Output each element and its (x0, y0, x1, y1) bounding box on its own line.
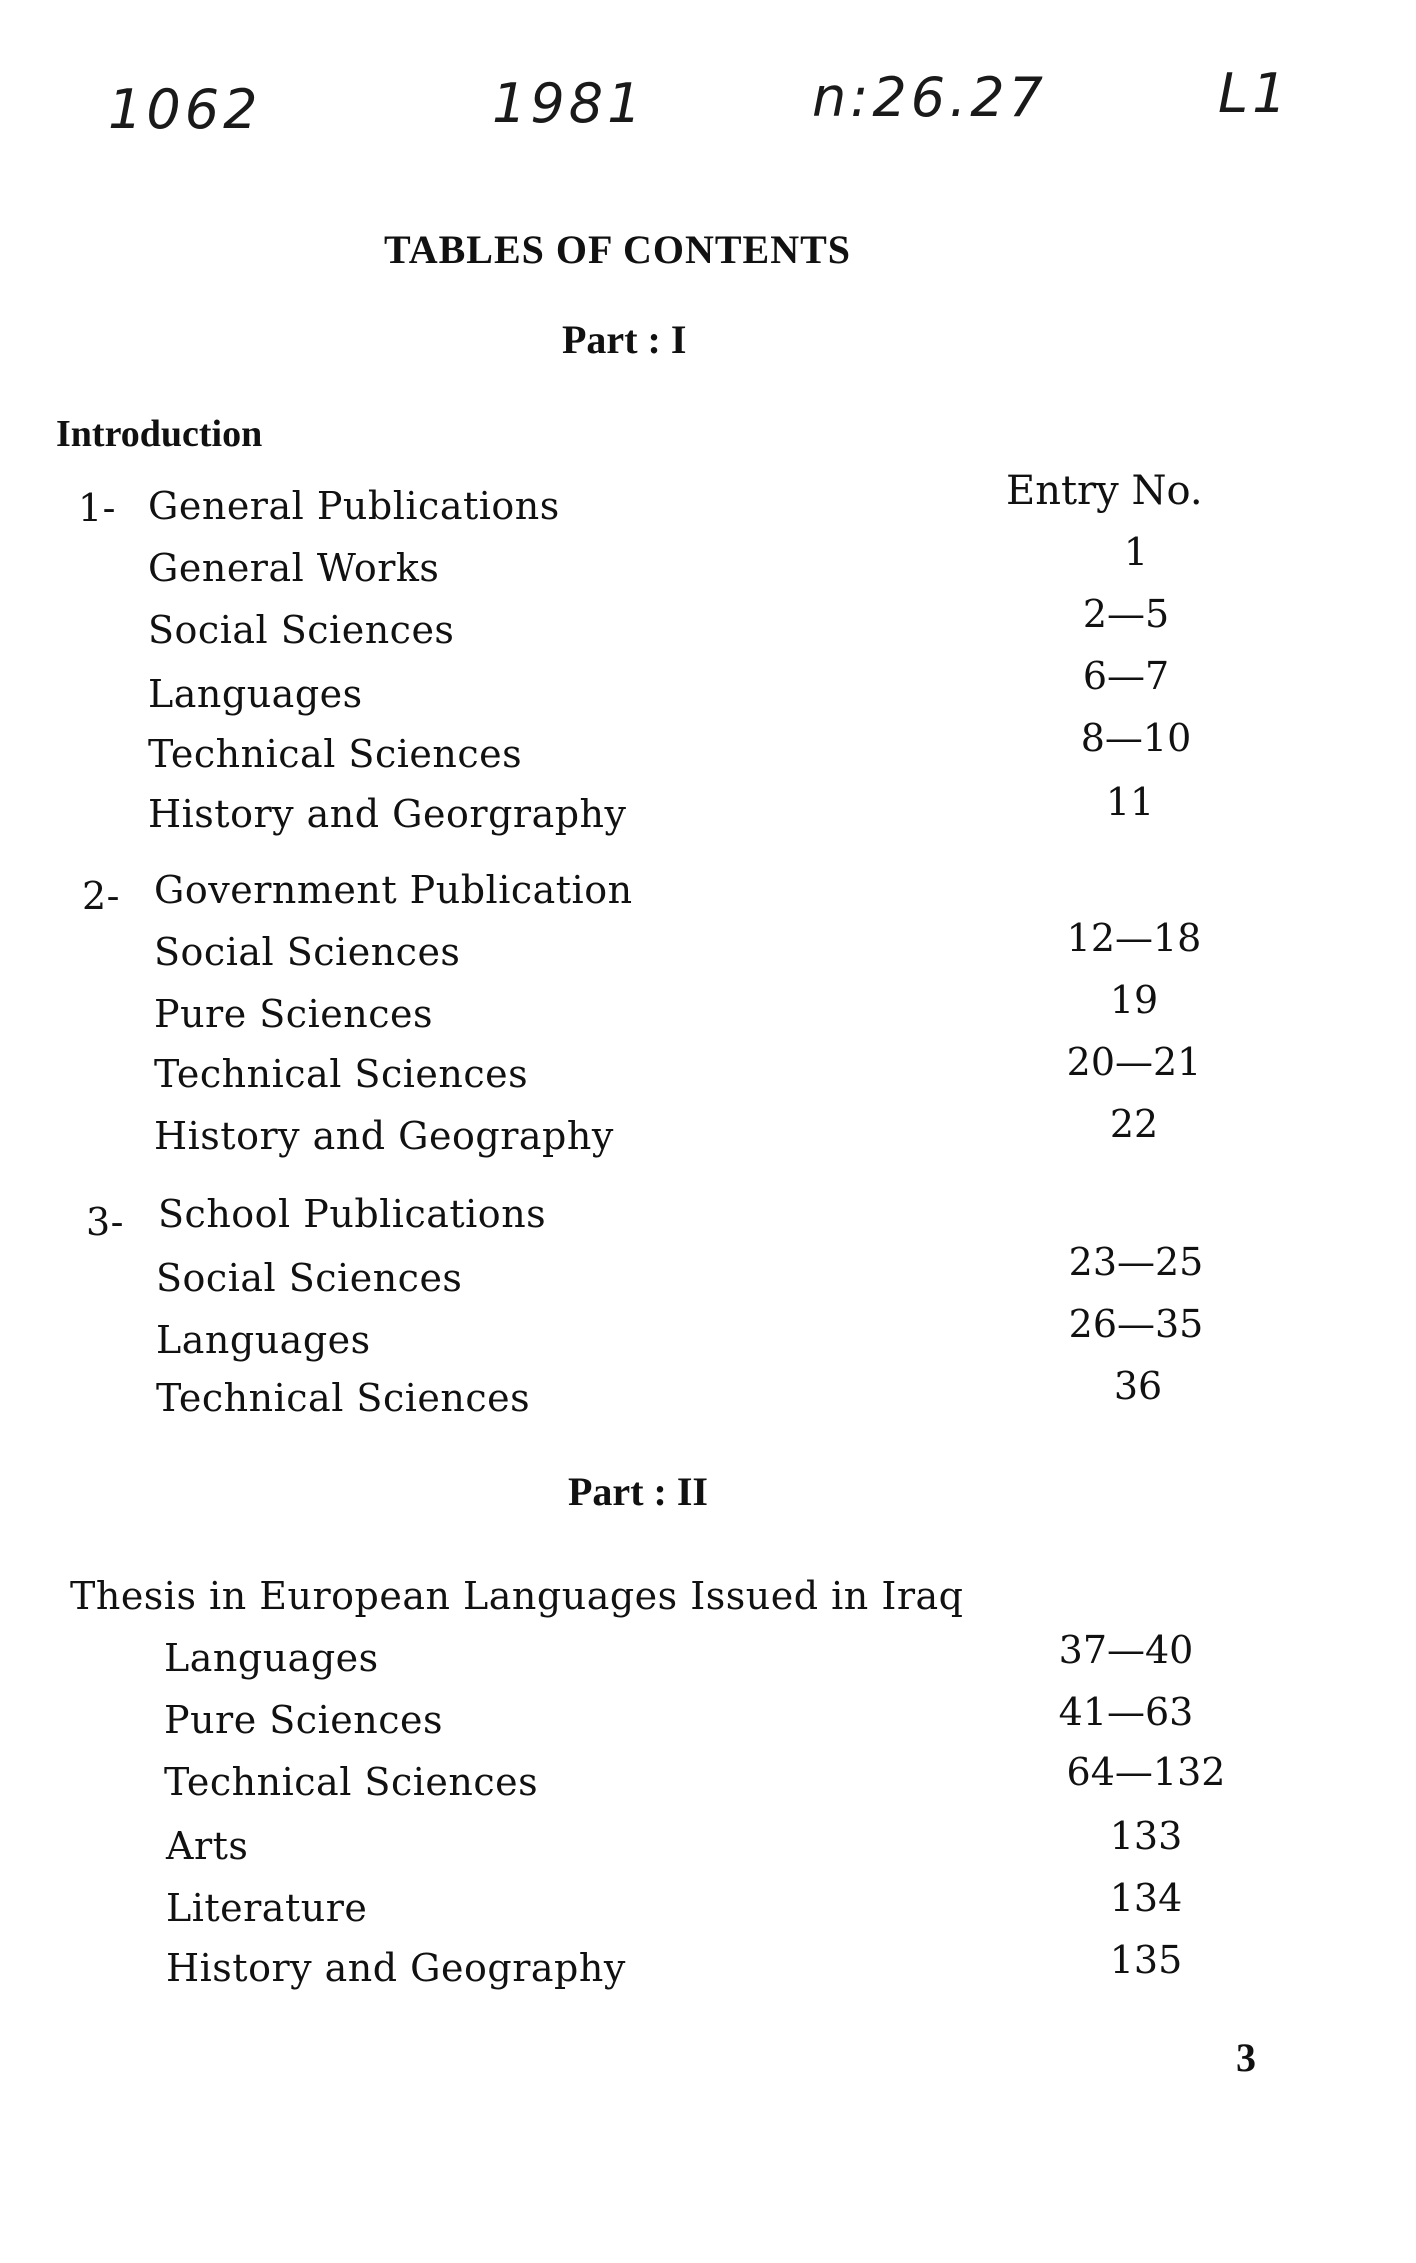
handwritten-note: L1 (1218, 62, 1291, 125)
toc-item-label: Languages (156, 1318, 371, 1362)
handwritten-note: 1981 (492, 72, 646, 135)
toc-item-entry: 8—10 (1080, 716, 1192, 760)
part-two-heading: Part : II (568, 1469, 708, 1514)
toc-item-entry: 36 (1113, 1364, 1163, 1408)
toc-item-label: Social Sciences (156, 1256, 463, 1300)
toc-item-label: Technical Sciences (156, 1376, 531, 1420)
section-number: 2- (82, 874, 121, 918)
section-title: School Publications (158, 1192, 547, 1236)
toc-item-entry: 11 (1105, 780, 1155, 824)
toc-item-entry: 19 (1109, 978, 1159, 1022)
toc-item-entry: 64—132 (1066, 1750, 1226, 1794)
toc-item-entry: 135 (1109, 1938, 1183, 1982)
toc-item-entry: 20—21 (1066, 1040, 1202, 1084)
toc-item-label: Pure Sciences (164, 1698, 443, 1742)
entry-no-column-header: Entry No. (1006, 468, 1203, 514)
handwritten-note: n:26.27 (812, 66, 1048, 129)
toc-item-entry: 37—40 (1058, 1628, 1194, 1672)
toc-item-label: Technical Sciences (154, 1052, 529, 1096)
toc-item-label: History and Georgraphy (148, 792, 627, 836)
toc-item-label: Technical Sciences (164, 1760, 539, 1804)
toc-item-label: Languages (164, 1636, 379, 1680)
toc-item-label: Social Sciences (154, 930, 461, 974)
toc-item-entry: 12—18 (1066, 916, 1202, 960)
toc-item-entry: 23—25 (1068, 1240, 1204, 1284)
toc-item-label: Technical Sciences (148, 732, 523, 776)
toc-item-entry: 2—5 (1082, 592, 1170, 636)
toc-item-label: Languages (148, 672, 363, 716)
page-number: 3 (1236, 2035, 1256, 2080)
thesis-heading: Thesis in European Languages Issued in Iraq (70, 1574, 964, 1618)
part-one-heading: Part : I (562, 317, 687, 362)
toc-item-label: History and Geography (166, 1946, 626, 1990)
page-title: TABLES OF CONTENTS (384, 227, 852, 272)
toc-item-label: History and Geography (154, 1114, 614, 1158)
toc-item-label: General Works (148, 546, 440, 590)
section-number: 3- (86, 1200, 125, 1244)
introduction-heading: Introduction (56, 413, 263, 455)
toc-item-label: Arts (166, 1824, 249, 1868)
toc-item-entry: 1 (1123, 530, 1149, 574)
handwritten-note: 1062 (108, 78, 262, 141)
toc-item-entry: 26—35 (1068, 1302, 1204, 1346)
section-title: General Publications (148, 484, 560, 528)
toc-item-label: Social Sciences (148, 608, 455, 652)
section-number: 1- (78, 486, 117, 530)
section-title: Government Publication (154, 868, 633, 912)
toc-item-entry: 41—63 (1058, 1690, 1194, 1734)
toc-item-entry: 133 (1109, 1814, 1183, 1858)
toc-item-entry: 22 (1109, 1102, 1159, 1146)
toc-item-label: Pure Sciences (154, 992, 433, 1036)
toc-item-entry: 134 (1109, 1876, 1183, 1920)
toc-item-label: Literature (166, 1886, 368, 1930)
toc-item-entry: 6—7 (1082, 654, 1170, 698)
